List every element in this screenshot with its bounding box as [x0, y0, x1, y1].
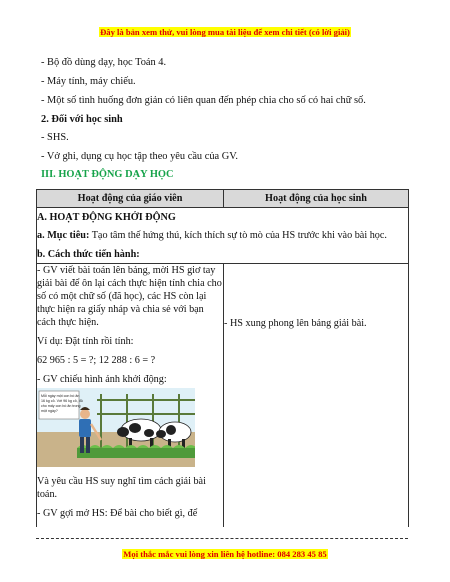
goal-label: a. Mục tiêu: [37, 230, 90, 241]
intro-row [37, 208, 409, 264]
teacher-paragraph: - GV chiếu hình ảnh khởi động: [37, 374, 167, 385]
intro-line-2: - Máy tính, máy chiếu. [41, 76, 136, 87]
table-body-row [37, 264, 409, 528]
speech-bubble-text: Mỗi ngày một con bò ăn 16 kg cỏ. Với 96 kg cỏ, đủ cho mấy con bò ăn trong một ngày? [41, 394, 83, 413]
teacher-paragraph: - GV gợi mở HS: Để bài cho biết gì, để [37, 508, 198, 519]
col-header-teacher: Hoạt động của giáo viên [37, 190, 224, 208]
teacher-paragraph: 62 965 : 5 = ?; 12 288 : 6 = ? [37, 355, 156, 366]
teacher-paragraph: Và yêu cầu HS suy nghĩ tìm cách giải bài toán. [37, 476, 206, 500]
preview-banner-text: Đây là bản xem thử, vui lòng mua tài liệu để xem chi tiết (có lời giải) [100, 27, 350, 37]
col-header-student: Hoạt động của học sinh [224, 190, 409, 208]
page-break-line [36, 538, 408, 539]
student-heading: 2. Đối với học sinh [41, 114, 123, 125]
table-header-row [37, 190, 409, 208]
hotline-banner-text: Mọi thắc mắc vui lòng xin liên hệ hotline: 084 283 45 85 [123, 549, 327, 559]
cow-illustration [37, 388, 195, 467]
student-line-1: - SHS. [41, 132, 69, 143]
intro-line-3: - Một số tình huống đơn giản có liên quan đến phép chia cho số có hai chữ số. [41, 95, 366, 106]
intro-line-1: - Bộ đồ dùng dạy, học Toán 4. [41, 57, 167, 68]
activity-title: A. HOẠT ĐỘNG KHỞI ĐỘNG [37, 212, 176, 223]
student-line-2: - Vở ghi, dụng cụ học tập theo yêu cầu của GV. [41, 151, 238, 162]
activity-table [36, 189, 409, 527]
goal-text: Tạo tâm thế hứng thú, kích thích sự tò mò của HS trước khi vào bài học. [89, 230, 387, 241]
hotline-banner [0, 549, 450, 559]
student-response: - HS xung phong lên bảng giải bài. [224, 318, 367, 329]
teacher-paragraph: - GV viết bài toán lên bảng, mời HS giơ tay giải bài để ôn lại cách thực hiện tính chia cho số có một chữ số (đã học), các HS còn lại thực hiện ra giấy nháp và chia sẻ với bạn cách thực hiện. [37, 265, 222, 328]
teacher-paragraph: Ví dụ: Đặt tính rồi tính: [37, 336, 134, 347]
teacher-cell [37, 264, 224, 528]
section-heading: III. HOẠT ĐỘNG DẠY HỌC [41, 169, 174, 180]
method-label: b. Cách thức tiến hành: [37, 249, 140, 260]
activity-intro-cell [37, 208, 409, 264]
preview-banner [0, 27, 450, 37]
student-cell [224, 264, 409, 528]
